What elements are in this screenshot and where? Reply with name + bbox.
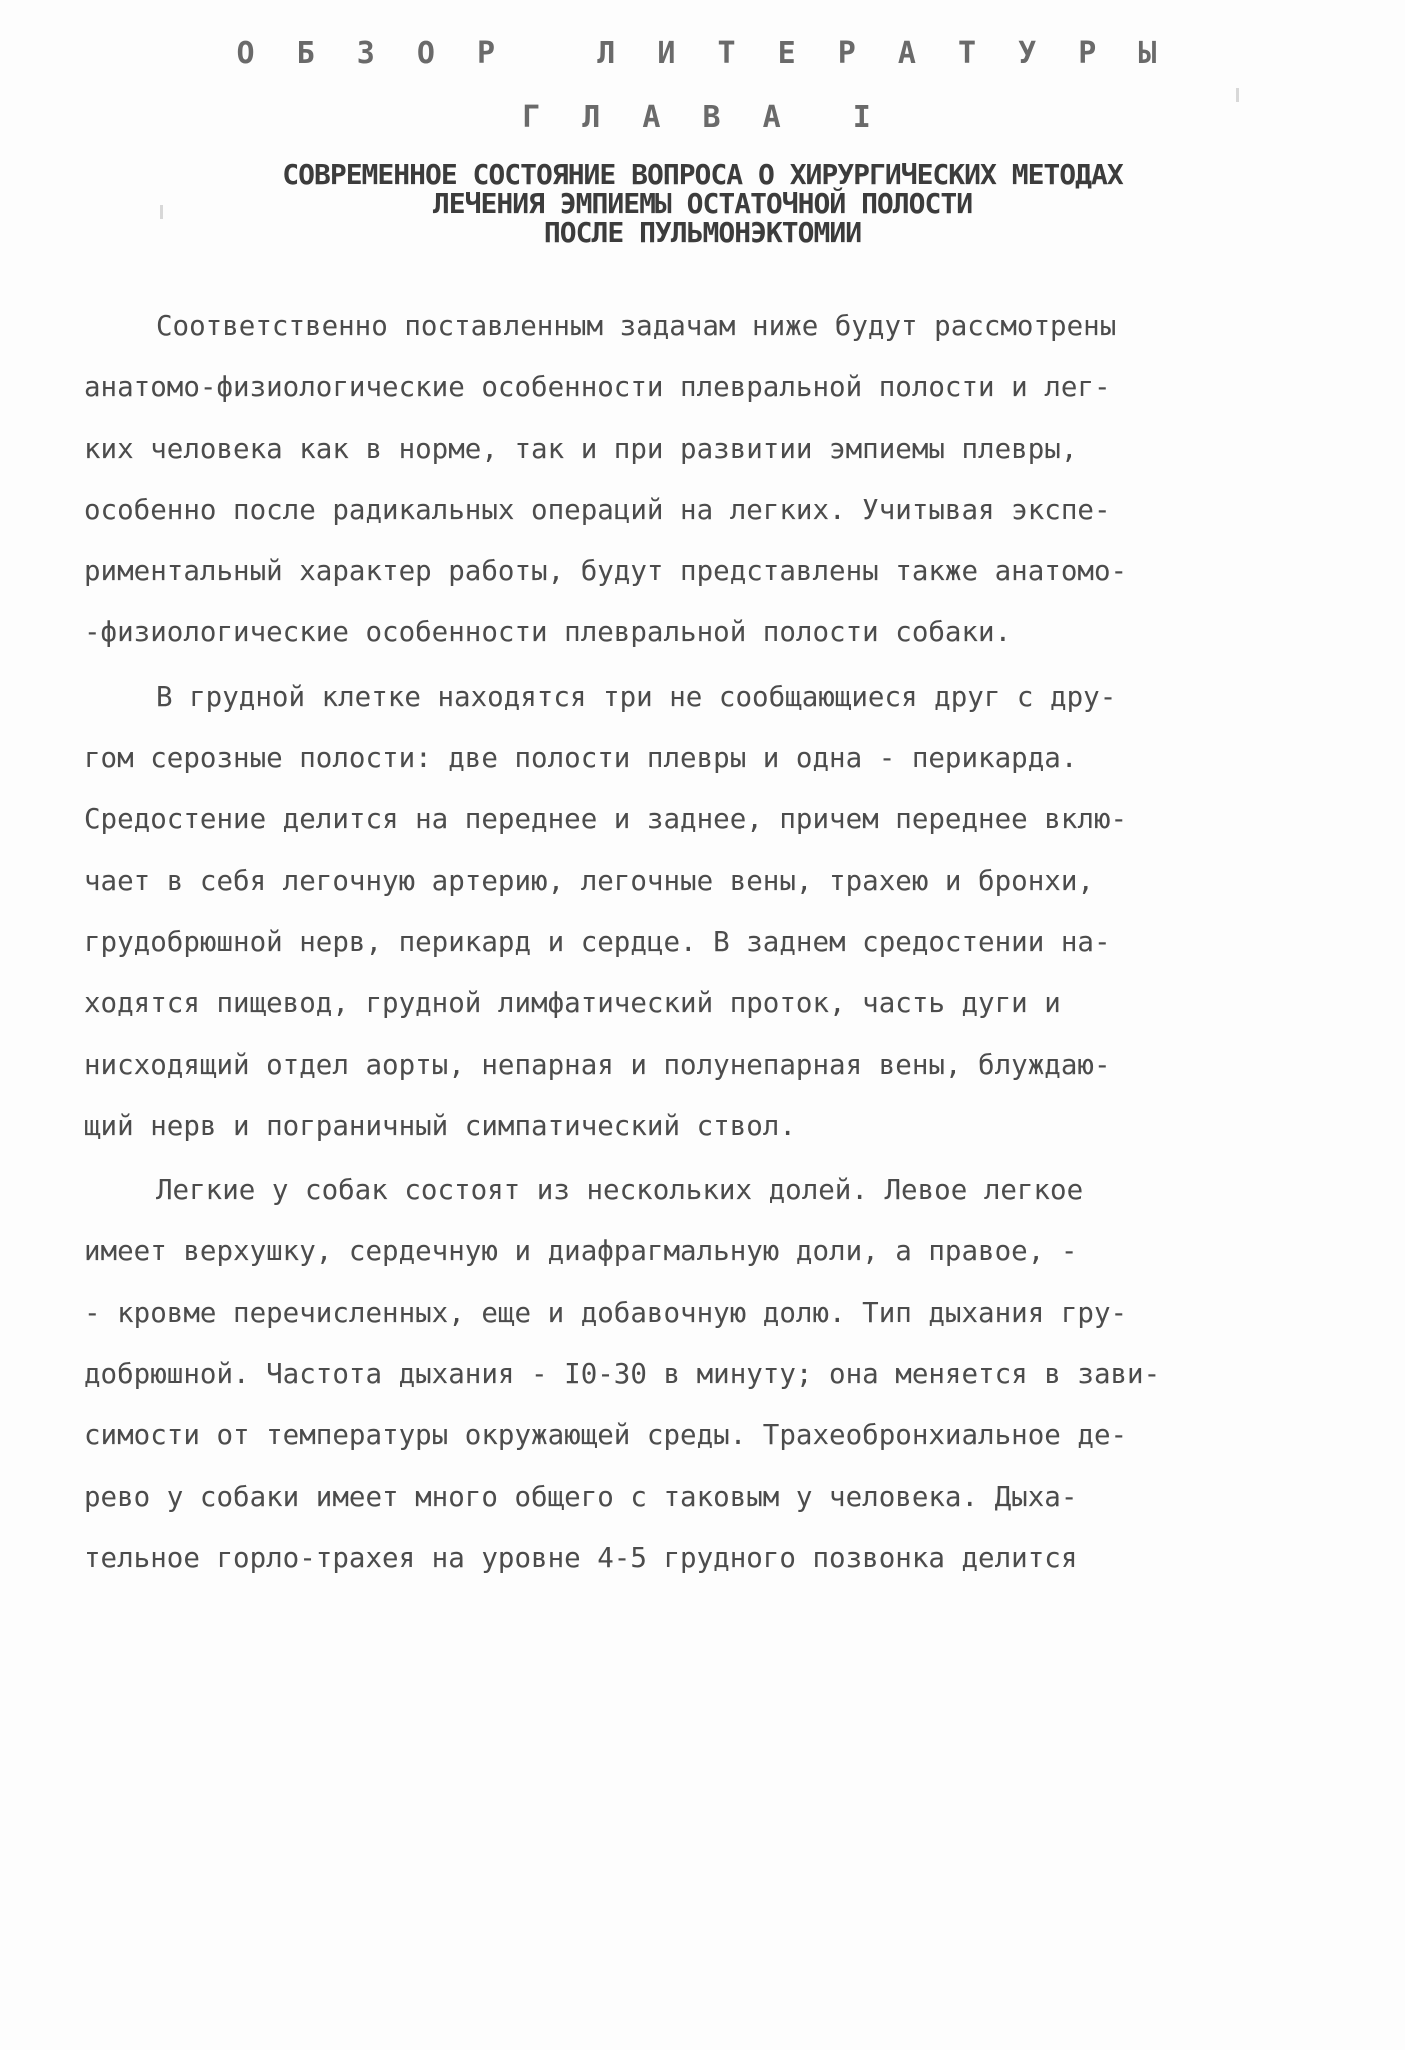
paragraph-line: ходятся пищевод, грудной лимфатический проток, часть дуги и — [84, 987, 1061, 1020]
paragraph-line: Легкие у собак состоят из нескольких долей. Левое легкое — [156, 1174, 1084, 1207]
paragraph-line: рево у собаки имеет много общего с таковым у человека. Дыха- — [84, 1480, 1078, 1513]
paragraph-line: имеет верхушку, сердечную и диафрагмальную доли, а правое, - — [84, 1235, 1078, 1268]
paragraph-line: риментальный характер работы, будут представлены также анатомо- — [84, 555, 1128, 588]
chapter-title-line: ПОСЛЕ ПУЛЬМОНЭКТОМИИ — [543, 216, 862, 249]
paragraph-line: - кровме перечисленных, еще и добавочную долю. Тип дыхания гру- — [84, 1296, 1128, 1329]
paragraph-line: добрюшной. Частота дыхания - I0-30 в минуту; она меняется в зави- — [84, 1358, 1161, 1391]
paragraph-line: симости от температуры окружающей среды. Трахеобронхиальное де- — [84, 1419, 1128, 1452]
paragraph-line: -физиологические особенности плевральной полости собаки. — [84, 616, 1012, 649]
chapter-title-line: СОВРЕМЕННОЕ СОСТОЯНИЕ ВОПРОСА О ХИРУРГИЧЕСКИХ МЕТОДАХ — [282, 158, 1123, 191]
paragraph-line: Соответственно поставленным задачам ниже будут рассмотрены — [156, 310, 1117, 342]
paragraph-line: чает в себя легочную артерию, легочные вены, трахею и бронхи, — [84, 864, 1094, 897]
section-heading: О Б З О Р Л И Т Е Р А Т У Р Ы — [236, 36, 1169, 71]
paragraph-line: нисходящий отдел аорты, непарная и полунепарная вены, блуждаю- — [84, 1048, 1111, 1081]
chapter-title-line: ЛЕЧЕНИЯ ЭМПИЕМЫ ОСТАТОЧНОЙ ПОЛОСТИ — [432, 187, 973, 220]
chapter-title — [0, 160, 1405, 247]
paragraph-line: тельное горло-трахея на уровне 4-5 грудного позвонка делится — [84, 1541, 1078, 1574]
paragraph-line: щий нерв и пограничный симпатический ствол. — [84, 1109, 796, 1142]
chapter-heading: Г Л А В А I — [522, 100, 883, 135]
paragraph-line: Средостение делится на переднее и заднее, причем переднее вклю- — [84, 803, 1128, 836]
paragraph-line: ких человека как в норме, так и при развитии эмпиемы плевры, — [84, 432, 1078, 465]
paragraph-line: грудобрюшной нерв, перикард и сердце. В заднем средостении на- — [84, 925, 1111, 958]
body-text — [84, 296, 1329, 1589]
paragraph-line: гом серозные полости: две полости плевры и одна - перикарда. — [84, 742, 1078, 775]
paragraph-line: В грудной клетке находятся три не сообщающиеся друг с дру- — [156, 680, 1117, 713]
paragraph-line: особенно после радикальных операций на легких. Учитывая экспе- — [84, 493, 1111, 526]
paragraph-line: анатомо-физиологические особенности плевральной полости и лег- — [84, 371, 1111, 404]
